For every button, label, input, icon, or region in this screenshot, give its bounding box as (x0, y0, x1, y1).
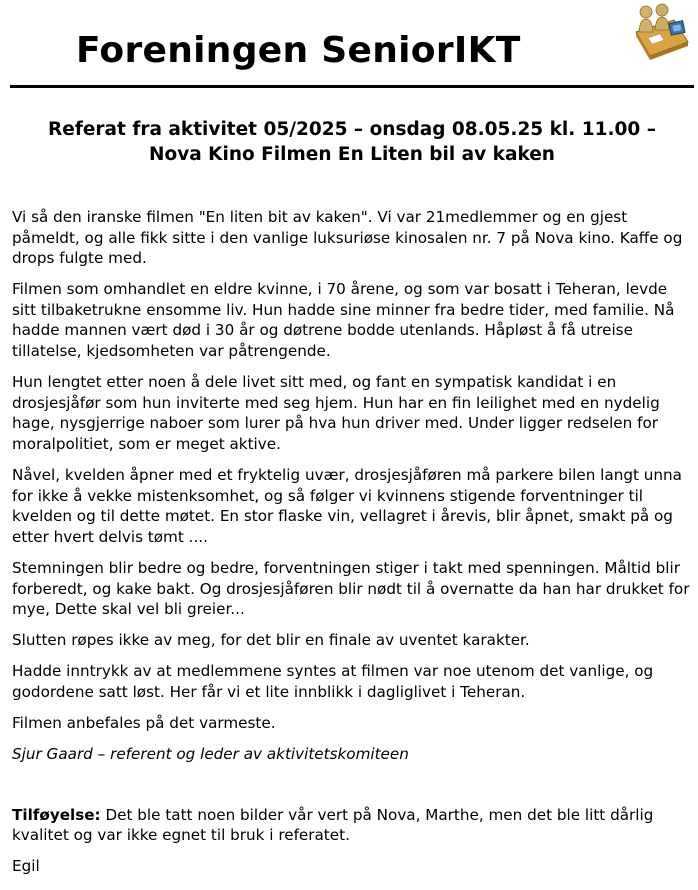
report-body (12, 207, 692, 887)
header-divider (10, 85, 694, 88)
body-paragraph: Filmen som omhandlet en eldre kvinne, i 70 årene, og som var bosatt i Teheran, levde sitt tilbaketrukne ensomme liv. Hun hadde sine minner fra bedre tider, med familie. Nå hadde mannen vært død i 30 år og døtrene bodde utenlands. Håpløst å få utreise tillatelse, kjedsomheten var påtrengende. (12, 280, 675, 361)
organization-title: Foreningen SeniorIKT (76, 30, 521, 71)
body-paragraph: Filmen anbefales på det varmeste. (12, 713, 276, 732)
body-paragraph: Slutten røpes ikke av meg, for det blir en finale av uventet karakter. (12, 631, 530, 650)
report-heading-line-2: Nova Kino Filmen En Liten bil av kaken (149, 144, 555, 165)
body-paragraph: Hun lengtet etter noen å dele livet sitt med, og fant en sympatisk kandidat i en drosjesjåfør som hun inviterte med seg hjem. Hun har en fin leilighet med en nydelig hage, nysgjerrige naboer som lurer på hva hun driver med. Under ligger redselen for moralpolitiet, som er meget aktive. (12, 373, 660, 453)
addendum-text: Det ble tatt noen bilder vår vert på Nova, Marthe, men det ble litt dårlig kvalitet og var ikke egnet til bruk i referatet. (12, 805, 654, 845)
body-paragraph: Stemningen blir bedre og bedre, forventningen stiger i takt med spenningen. Måltid blir forberedt, og kake bakt. Og drosjesjåføren blir nødt til å overnatte da han har drukket for mye, Dette skal vel bli greier... (12, 558, 690, 619)
body-paragraph: Vi så den iranske filmen "En liten bit av kaken". Vi var 21medlemmer og en gjest påmeldt, og alle fikk sitte i den vanlige luksuriøse kinosalen nr. 7 på Nova kino. Kaffe og drops fulgte med. (12, 208, 683, 268)
document-header (0, 0, 698, 90)
addendum-label: Tilføyelse: (12, 805, 101, 824)
seniors-at-computer-logo-icon (630, 2, 692, 60)
body-paragraph: Nåvel, kvelden åpner med et fryktelig uvær, drosjesjåføren må parkere bilen langt unna for ikke å vekke mistenksomhet, og så følger vi kvinnens stigende forventninger til kvelden og til dette møtet. En stor flaske vin, vellagret i årevis, blir åpnet, smakt på og etter hvert delvis tømt .... (12, 466, 682, 546)
report-heading-line-1: Referat fra aktivitet 05/2025 – onsdag 08.05.25 kl. 11.00 – (48, 119, 656, 140)
body-paragraph: Hadde inntrykk av at medlemmene syntes at filmen var noe utenom det vanlige, og godordene satt løst. Her får vi et lite innblikk i dagliglivet i Teheran. (12, 662, 654, 701)
signature: Sjur Gaard – referent og leder av aktivitetskomiteen (12, 745, 409, 764)
report-heading (10, 117, 694, 167)
closing-name: Egil (12, 857, 40, 876)
addendum-paragraph (12, 805, 692, 846)
